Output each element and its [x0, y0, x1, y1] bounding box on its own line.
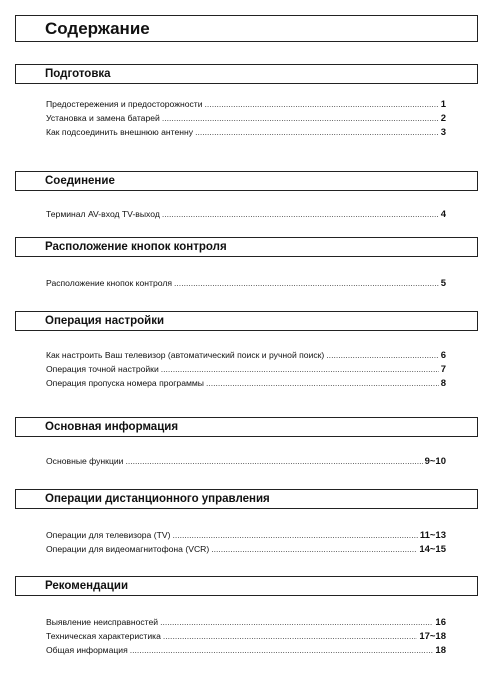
dot-leader [211, 543, 417, 556]
toc-entry-page: 11~13 [419, 530, 446, 541]
section-heading-preparation: Подготовка [15, 64, 478, 84]
toc-entry-text: Как подсоединить внешнюю антенну [46, 127, 194, 137]
section-heading-remote-control: Операции дистанционного управления [15, 489, 478, 509]
toc-entry[interactable] [46, 98, 446, 111]
toc-entry-text: Как настроить Ваш телевизор (автоматический поиск и ручной поиск) [46, 350, 325, 360]
dot-leader [205, 98, 439, 111]
toc-entry-page: 18 [435, 645, 446, 656]
dot-leader [130, 644, 434, 657]
toc-entry-page: 1 [440, 99, 446, 110]
dot-leader [326, 349, 438, 362]
toc-entry[interactable] [46, 208, 446, 221]
section-heading-controls-layout: Расположение кнопок контроля [15, 237, 478, 257]
toc-entry[interactable] [46, 529, 446, 542]
toc-entry-text: Общая информация [46, 645, 128, 655]
toc-entry-text: Расположение кнопок контроля [46, 278, 173, 288]
dot-leader [125, 455, 422, 468]
toc-entry-text: Операция пропуска номера программы [46, 378, 204, 388]
toc-entry[interactable] [46, 112, 446, 125]
toc-entry-page: 6 [440, 350, 446, 361]
toc-entry-page: 9~10 [424, 456, 446, 467]
toc-entry-text: Установка и замена батарей [46, 113, 160, 123]
toc-entry-text: Предостережения и предосторожности [46, 99, 203, 109]
dot-leader [195, 126, 439, 139]
section-heading-recommendations: Рекомендации [15, 576, 478, 596]
dot-leader [206, 377, 439, 390]
toc-entry-page: 16 [435, 617, 446, 628]
toc-entry-page: 5 [440, 278, 446, 289]
toc-entry-page: 14~15 [419, 544, 446, 555]
page-title: Содержание [15, 15, 478, 42]
toc-entry[interactable] [46, 616, 446, 629]
toc-entry[interactable] [46, 126, 446, 139]
toc-entry[interactable] [46, 630, 446, 643]
toc-entry-text: Техническая характеристика [46, 631, 161, 641]
dot-leader [172, 529, 417, 542]
section-heading-tuning: Операция настройки [15, 311, 478, 331]
toc-entry-page: 17~18 [419, 631, 446, 642]
dot-leader [161, 363, 439, 376]
toc-entry[interactable] [46, 543, 446, 556]
toc-entry-page: 2 [440, 113, 446, 124]
section-heading-connection: Соединение [15, 171, 478, 191]
toc-entry-text: Основные функции [46, 456, 124, 466]
toc-entry-page: 7 [440, 364, 446, 375]
toc-entry[interactable] [46, 455, 446, 468]
section-heading-basic-info: Основная информация [15, 417, 478, 437]
dot-leader [163, 630, 417, 643]
toc-entry[interactable] [46, 644, 446, 657]
toc-entry-text: Выявление неисправностей [46, 617, 159, 627]
dot-leader [162, 208, 439, 221]
toc-entry[interactable] [46, 349, 446, 362]
toc-entry[interactable] [46, 377, 446, 390]
toc-entry-text: Операция точной настройки [46, 364, 159, 374]
dot-leader [174, 277, 439, 290]
toc-entry[interactable] [46, 363, 446, 376]
toc-entry-page: 3 [440, 127, 446, 138]
toc-entry[interactable] [46, 277, 446, 290]
toc-entry-page: 8 [440, 378, 446, 389]
dot-leader [160, 616, 433, 629]
dot-leader [162, 112, 439, 125]
toc-entry-page: 4 [440, 209, 446, 220]
toc-entry-text: Операции для телевизора (TV) [46, 530, 171, 540]
toc-entry-text: Операции для видеомагнитофона (VCR) [46, 544, 210, 554]
toc-entry-text: Терминал AV-вход TV-выход [46, 209, 160, 219]
